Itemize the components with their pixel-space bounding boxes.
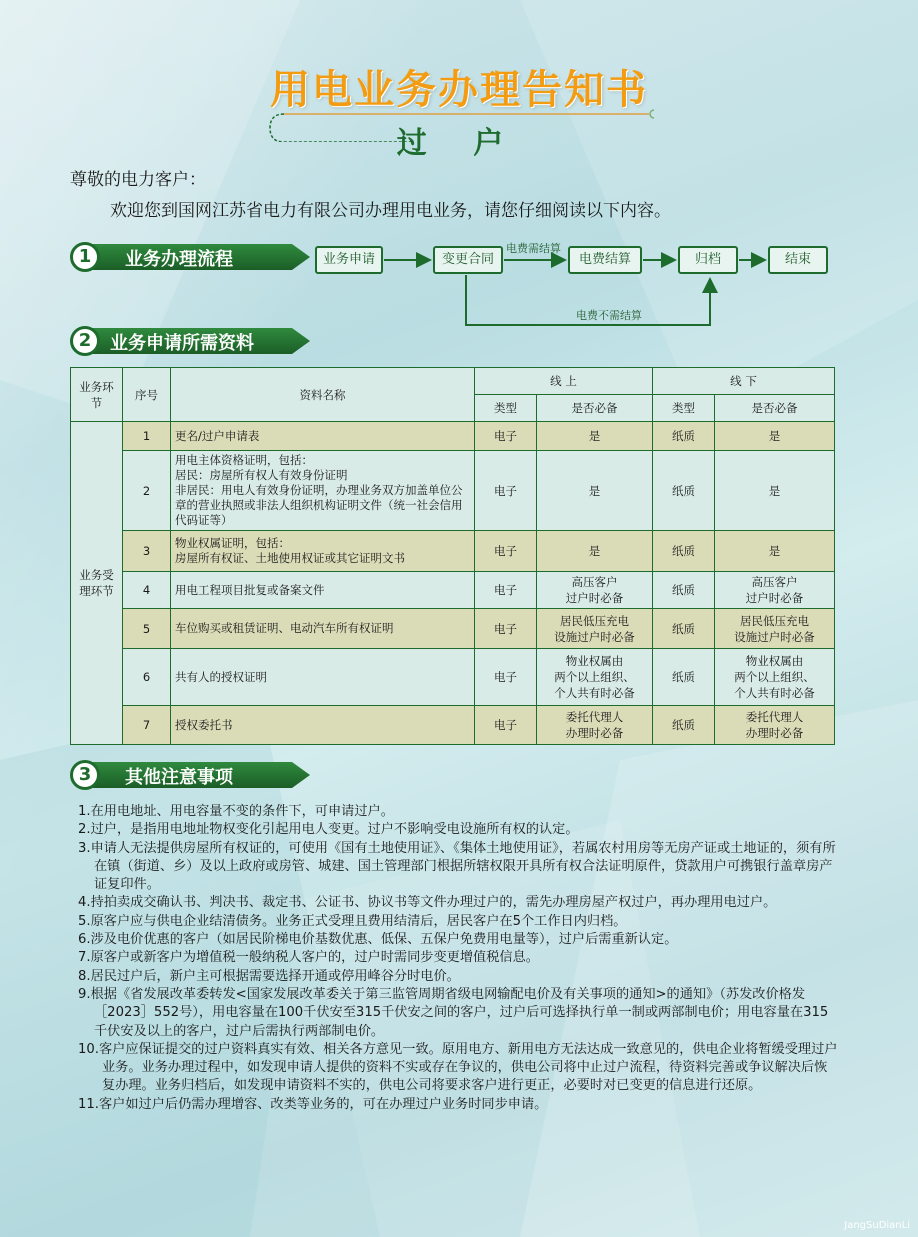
flow-step-end: 结束	[768, 246, 828, 274]
seq-cell: 5	[123, 609, 171, 649]
online-required-cell: 是	[537, 451, 653, 531]
stage-cell: 业务受理环节	[71, 422, 123, 745]
flow-step-settle: 电费结算	[568, 246, 642, 274]
list-item: 10.客户应保证提交的过户资料真实有效、相关各方意见一致。原用电方、新用电方无法达成一致意见的，供电企业将暂缓受理过户业务。业务办理过程中，如发现申请人提供的资料不实或存在争议的，供电公司将中止过户流程，待资料完善或争议解决后恢复办理。业务归档后，如发现申请资料不实的，供电公司将要求客户进行更正，必要时对已变更的信息进行还原。	[78, 1041, 838, 1094]
section-number: 1	[70, 242, 100, 272]
greeting: 尊敬的电力客户：	[70, 170, 206, 190]
list-item: 6.涉及电价优惠的客户（如居民阶梯电价基数优惠、低保、五保户免费用电量等），过户后需重新认定。	[78, 932, 678, 948]
section-label: 其他注意事项	[125, 767, 233, 788]
online-type-cell: 电子	[475, 572, 537, 609]
list-item: 1.在用电地址、用电容量不变的条件下，可申请过户。	[78, 804, 394, 819]
materials-table	[70, 367, 835, 745]
offline-required-cell: 物业权属由 两个以上组织、 个人共有时必备	[715, 649, 835, 706]
seq-cell: 7	[123, 706, 171, 745]
page-subtitle: 过 户	[396, 126, 522, 161]
seq-cell: 2	[123, 451, 171, 531]
name-cell: 物业权属证明，包括： 房屋所有权证、土地使用权证或其它证明文书	[171, 531, 475, 572]
table-row	[71, 572, 835, 609]
name-cell: 车位购买或租赁证明、电动汽车所有权证明	[171, 609, 475, 649]
section-number: 2	[70, 326, 100, 356]
header-offline-required: 是否必备	[715, 395, 835, 422]
header-online-required: 是否必备	[537, 395, 653, 422]
header-online: 线 上	[475, 368, 653, 395]
online-type-cell: 电子	[475, 451, 537, 531]
offline-type-cell: 纸质	[653, 706, 715, 745]
offline-type-cell: 纸质	[653, 422, 715, 451]
online-required-cell: 物业权属由 两个以上组织、 个人共有时必备	[537, 649, 653, 706]
list-item: 11.客户如过户后仍需办理增容、改类等业务的，可在办理过户业务时同步申请。	[78, 1096, 548, 1112]
header-online-type: 类型	[475, 395, 537, 422]
page-title: 用电业务办理告知书	[270, 67, 648, 113]
online-type-cell: 电子	[475, 649, 537, 706]
offline-type-cell: 纸质	[653, 451, 715, 531]
online-type-cell: 电子	[475, 609, 537, 649]
table-row	[71, 531, 835, 572]
watermark: JangSuDianLi	[844, 1220, 910, 1231]
flow-step-archive: 归档	[678, 246, 738, 274]
offline-type-cell: 纸质	[653, 572, 715, 609]
online-type-cell: 电子	[475, 531, 537, 572]
offline-required-cell: 居民低压充电 设施过户时必备	[715, 609, 835, 649]
online-required-cell: 委托代理人 办理时必备	[537, 706, 653, 745]
notes-list	[78, 803, 838, 1114]
table-row	[71, 451, 835, 531]
offline-type-cell: 纸质	[653, 649, 715, 706]
seq-cell: 6	[123, 649, 171, 706]
offline-required-cell: 委托代理人 办理时必备	[715, 706, 835, 745]
offline-required-cell: 是	[715, 451, 835, 531]
list-item: 3.申请人无法提供房屋所有权证的，可使用《国有土地使用证》、《集体土地使用证》，若属农村用房等无房产证或土地证的，须有所在镇（街道、乡）及以上政府或房管、城建、国土管理部门根据所辖权限开具所有权合法证明原件，贷款用户可携银行盖章房产证复印件。	[78, 840, 836, 893]
table-row	[71, 649, 835, 706]
list-item: 7.原客户或新客户为增值税一般纳税人客户的，过户时需同步变更增值税信息。	[78, 950, 539, 966]
section-header-notes	[70, 760, 310, 790]
offline-type-cell: 纸质	[653, 531, 715, 572]
offline-required-cell: 高压客户 过户时必备	[715, 572, 835, 609]
section-label: 业务办理流程	[125, 249, 233, 270]
online-required-cell: 高压客户 过户时必备	[537, 572, 653, 609]
offline-required-cell: 是	[715, 422, 835, 451]
seq-cell: 1	[123, 422, 171, 451]
name-cell: 用电工程项目批复或备案文件	[171, 572, 475, 609]
online-required-cell: 是	[537, 531, 653, 572]
section-number: 3	[70, 760, 100, 790]
header-name: 资料名称	[171, 368, 475, 422]
list-item: 4.持拍卖成交确认书、判决书、裁定书、公证书、协议书等文件办理过户的，需先办理房屋产权过户，再办理用电过户。	[78, 895, 777, 911]
table-row	[71, 706, 835, 745]
online-type-cell: 电子	[475, 706, 537, 745]
flow-step-contract: 变更合同	[433, 246, 503, 274]
name-cell: 更名/过户申请表	[171, 422, 475, 451]
flow-step-apply: 业务申请	[315, 246, 383, 274]
intro-text: 欢迎您到国网江苏省电力有限公司办理用电业务，请您仔细阅读以下内容。	[110, 201, 671, 221]
section-label: 业务申请所需资料	[110, 333, 254, 354]
online-required-cell: 是	[537, 422, 653, 451]
offline-required-cell: 是	[715, 531, 835, 572]
header-stage: 业务环节	[71, 368, 123, 422]
list-item: 2.过户，是指用电地址物权变化引起用电人变更。过户不影响受电设施所有权的认定。	[78, 822, 579, 838]
section-header-process	[70, 242, 310, 272]
name-cell: 用电主体资格证明，包括： 居民：房屋所有权人有效身份证明 非居民：用电人有效身份证明，办理业务双方加盖单位公章的营业执照或非法人组织机构证明文件（统一社会信用代码证等）	[171, 451, 475, 531]
list-item: 8.居民过户后，新户主可根据需要选择开通或停用峰谷分时电价。	[78, 968, 460, 984]
list-item: 9.根据《省发展改革委转发<国家发展改革委关于第三监管周期省级电网输配电价及有关事项的通知>的通知》（苏发改价格发［2023］552号），用电容量在100千伏安至315千伏安之间的客户，过户后可选择执行单一制或两部制电价；用电容量在315千伏安及以上的客户，过户后需执行两部制电价。	[78, 986, 829, 1039]
section-header-materials	[70, 326, 310, 356]
table-row	[71, 609, 835, 649]
header-offline-type: 类型	[653, 395, 715, 422]
header-offline: 线 下	[653, 368, 835, 395]
online-type-cell: 电子	[475, 422, 537, 451]
name-cell: 共有人的授权证明	[171, 649, 475, 706]
seq-cell: 3	[123, 531, 171, 572]
seq-cell: 4	[123, 572, 171, 609]
name-cell: 授权委托书	[171, 706, 475, 745]
flow-label-settle: 电费需结算	[506, 242, 561, 255]
table-row	[71, 422, 835, 451]
online-required-cell: 居民低压充电 设施过户时必备	[537, 609, 653, 649]
flow-label-no-settle: 电费不需结算	[576, 309, 642, 322]
header-seq: 序号	[123, 368, 171, 422]
offline-type-cell: 纸质	[653, 609, 715, 649]
list-item: 5.原客户应与供电企业结清债务。业务正式受理且费用结清后，居民客户在5个工作日内归档。	[78, 913, 627, 929]
